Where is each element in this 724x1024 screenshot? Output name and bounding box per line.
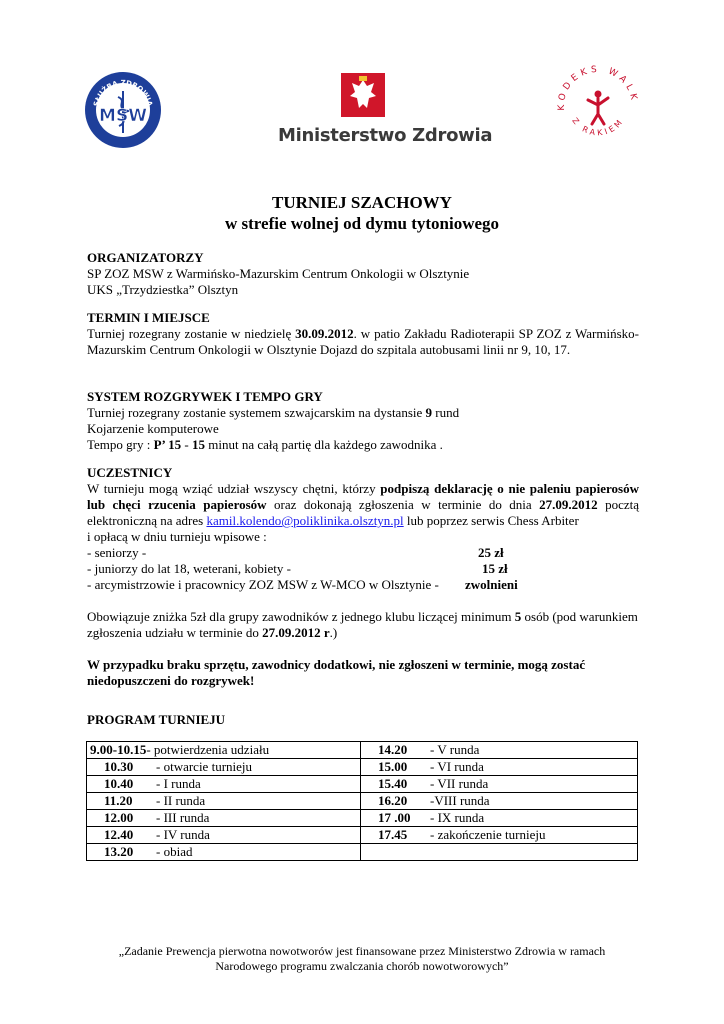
fee-intro: i opłacą w dniu turnieju wpisowe : bbox=[87, 529, 267, 544]
ministry-of-health-logo bbox=[278, 70, 493, 152]
program-cell: 16.20-VIII runda bbox=[361, 793, 638, 810]
venue-section bbox=[87, 310, 639, 358]
participants-heading: UCZESTNICY bbox=[87, 465, 173, 480]
program-cell: 15.40- VII runda bbox=[361, 776, 638, 793]
system-pairing-line: Kojarzenie komputerowe bbox=[87, 421, 219, 436]
funding-footer bbox=[0, 944, 724, 974]
system-heading: SYSTEM ROZGRYWEK I TEMPO GRY bbox=[87, 389, 323, 404]
fee-row-seniors bbox=[87, 545, 639, 561]
program-cell: 10.30 - otwarcie turnieju bbox=[87, 759, 361, 776]
venue-date: 30.09.2012 bbox=[295, 326, 354, 341]
program-cell bbox=[361, 844, 638, 861]
participants-text: W turnieju mogą wziąć udział wszyscy chętni, którzy podpiszą deklarację o nie paleniu papierosów lub chęci rzucenia papierosów oraz dokonają zgłoszenia w terminie do dnia 27.09.2012 pocztą elektroniczną na adres kamil.kolendo@poliklinika.olsztyn.pl lub poprzez serwis Chess Arbiter bbox=[87, 481, 640, 528]
system-tempo-line: Tempo gry : P’ 15 - 15 minut na całą partię dla każdego zawodnika . bbox=[87, 437, 443, 452]
participants-section bbox=[87, 465, 639, 689]
system-rounds-line: Turniej rozegrany zostanie systemem szwajcarskim na dystansie 9 rund bbox=[87, 405, 460, 420]
program-cell: 12.40 - IV runda bbox=[87, 827, 361, 844]
organizers-section bbox=[87, 250, 639, 298]
fee-amount: 25 zł bbox=[478, 545, 504, 560]
table-row bbox=[87, 759, 638, 776]
svg-text:Z RAKIEM bbox=[570, 116, 625, 137]
table-row bbox=[87, 742, 638, 759]
msw-logo bbox=[84, 71, 162, 149]
program-heading: PROGRAM TURNIEJU bbox=[87, 712, 226, 727]
table-row bbox=[87, 793, 638, 810]
program-section bbox=[87, 712, 639, 728]
msw-arc-text: SŁUŻBA ZDROWIA bbox=[92, 78, 154, 108]
program-cell: 13.20 - obiad bbox=[87, 844, 361, 861]
program-cell: 17 .00- IX runda bbox=[361, 810, 638, 827]
document-subtitle: w strefie wolnej od dymu tytoniowego bbox=[224, 214, 500, 233]
rounds-count: 9 bbox=[425, 405, 433, 420]
program-cell: 9.00-10.15- potwierdzenia udziału bbox=[87, 742, 361, 759]
table-row bbox=[87, 776, 638, 793]
footer-line-1: „Zadanie Prewencja pierwotna nowotworów jest finansowane przez Ministerstwo Zdrowia w ramach bbox=[118, 944, 606, 958]
fee-amount: 15 zł bbox=[482, 561, 508, 576]
table-row bbox=[87, 844, 638, 861]
kodeks-bottom-text: Z RAKIEM bbox=[570, 116, 626, 138]
organizers-line-2: UKS „Trzydziestka” Olsztyn bbox=[87, 282, 239, 297]
warning-text: W przypadku braku sprzętu, zawodnicy dodatkowi, nie zgłoszeni w terminie, mogą zostać niedopuszczeni do rozgrywek! bbox=[87, 657, 586, 688]
document-title: TURNIEJ SZACHOWY bbox=[272, 193, 452, 212]
program-cell: 11.20 - II runda bbox=[87, 793, 361, 810]
program-cell: 14.20- V runda bbox=[361, 742, 638, 759]
fee-amount: zwolnieni bbox=[465, 577, 518, 592]
organizer-email-link[interactable]: kamil.kolendo@poliklinika.olsztyn.pl bbox=[206, 513, 404, 528]
organizers-heading: ORGANIZATORZY bbox=[87, 250, 204, 265]
organizers-line-1: SP ZOZ MSW z Warmińsko-Mazurskim Centrum Onkologii w Olsztynie bbox=[87, 266, 470, 281]
table-row bbox=[87, 827, 638, 844]
fee-row-juniors bbox=[87, 561, 639, 577]
venue-heading: TERMIN I MIEJSCE bbox=[87, 310, 210, 325]
footer-line-2: Narodowego programu zwalczania chorób nowotworowych” bbox=[215, 959, 509, 973]
fee-label: - seniorzy - bbox=[87, 545, 147, 560]
table-row bbox=[87, 810, 638, 827]
discount-text: Obowiązuje zniżka 5zł dla grupy zawodników z jednego klubu liczącej minimum 5 osób (pod warunkiem zgłoszenia udziału w terminie do 27.09.2012 r.) bbox=[87, 609, 638, 640]
msw-initials: MSW bbox=[99, 106, 147, 126]
program-cell: 10.40 - I runda bbox=[87, 776, 361, 793]
program-table bbox=[86, 741, 638, 861]
kodeks-top-text: KODEKS WALK bbox=[556, 64, 640, 111]
program-cell: 15.00- VI runda bbox=[361, 759, 638, 776]
program-cell: 12.00 - III runda bbox=[87, 810, 361, 827]
program-cell: 17.45- zakończenie turnieju bbox=[361, 827, 638, 844]
fee-label: - juniorzy do lat 18, weterani, kobiety - bbox=[87, 561, 291, 576]
fee-label: - arcymistrzowie i pracownicy ZOZ MSW z W-MCO w Olsztynie - bbox=[87, 577, 439, 592]
fee-row-exempt bbox=[87, 577, 639, 593]
kodeks-walki-z-rakiem-logo bbox=[552, 60, 644, 152]
venue-text: Turniej rozegrany zostanie w niedzielę 30.09.2012. w patio Zakładu Radioterapii SP ZOZ z Warmińsko-Mazurskim Centrum Onkologii w Olsztynie Dojazd do szpitala autobusami linii nr 9, 10, 17. bbox=[87, 326, 639, 357]
system-section bbox=[87, 389, 639, 453]
ministry-name: Ministerstwo Zdrowia bbox=[278, 125, 493, 146]
